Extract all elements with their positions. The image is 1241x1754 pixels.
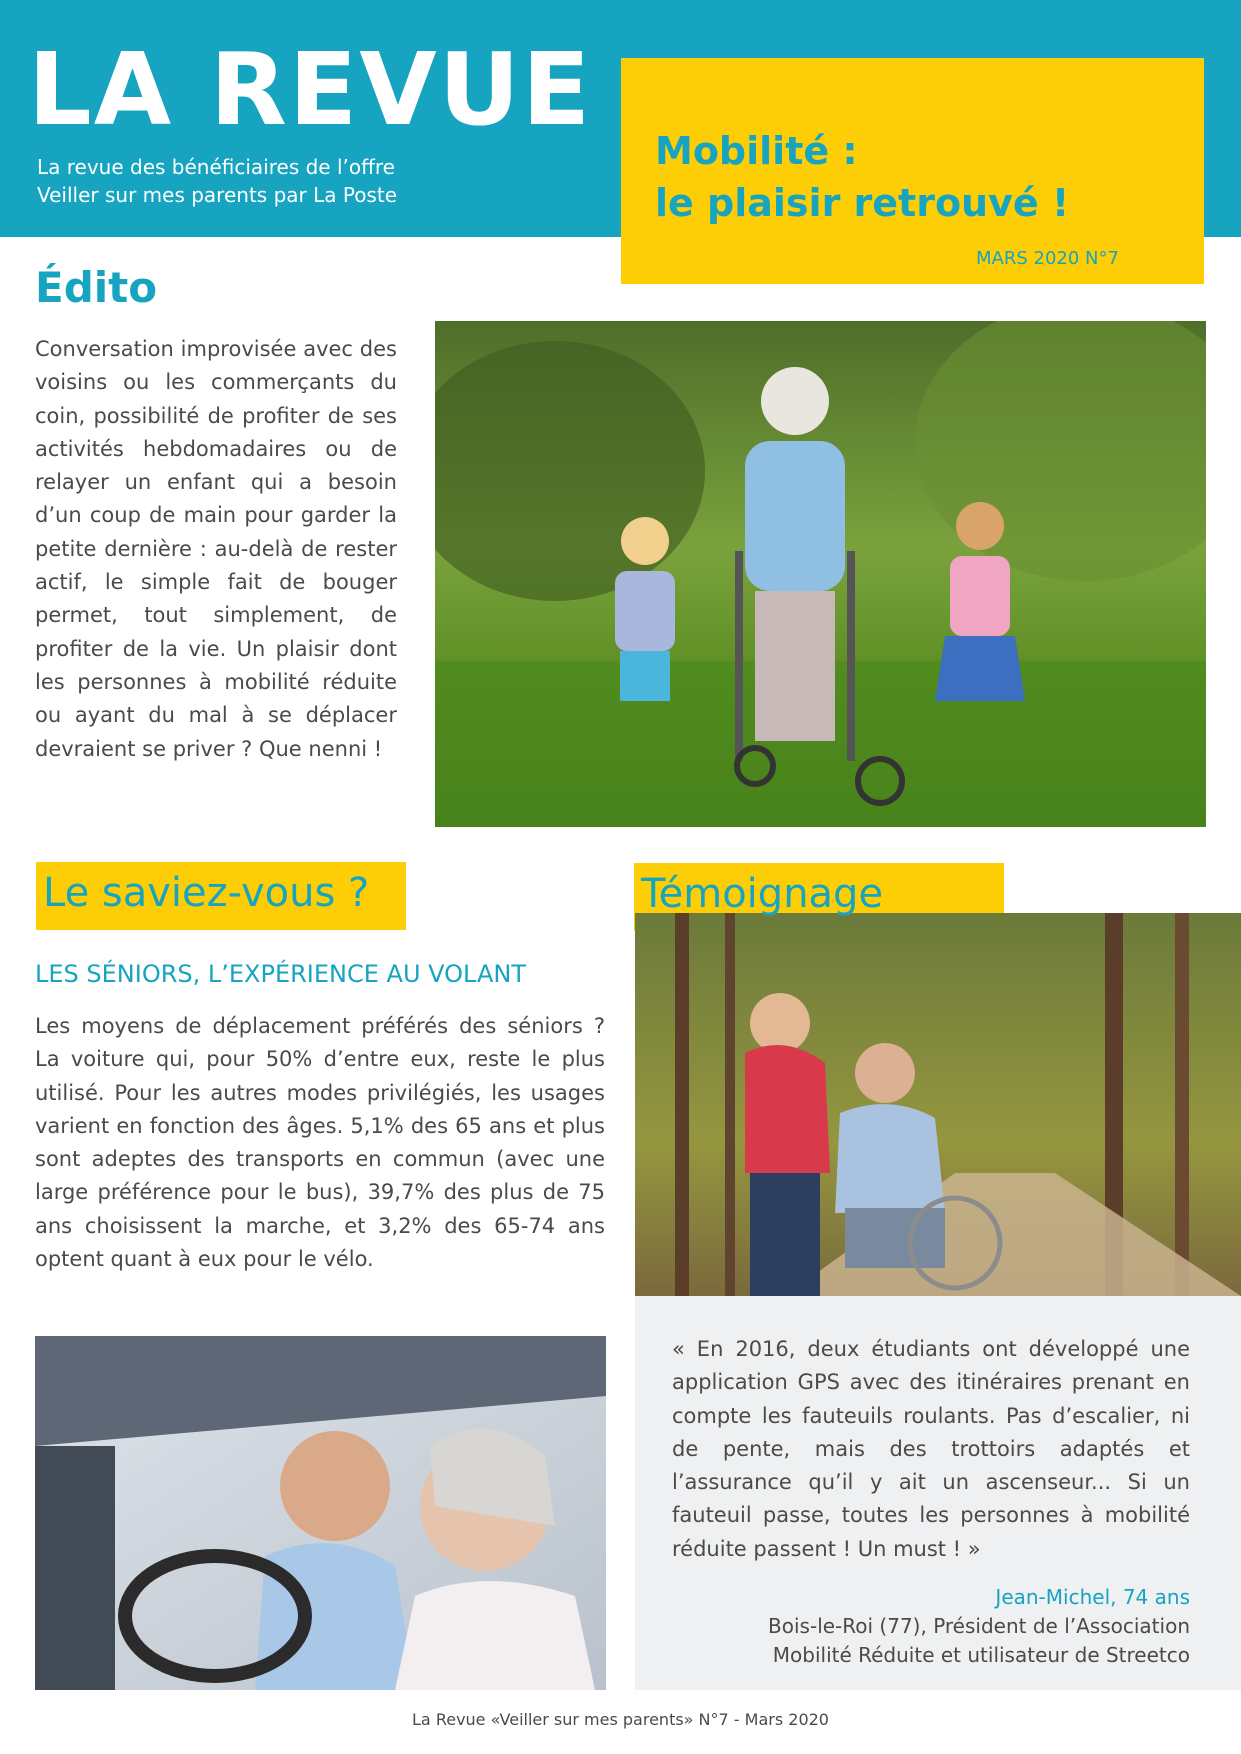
cover-headline [655, 125, 1069, 229]
author-role-line-2: Mobilité Réduite et utilisateur de Streetco [772, 1643, 1190, 1667]
photo-senior-couple-driving [35, 1336, 606, 1690]
temoignage-heading: Témoignage [641, 871, 884, 917]
photo-man-in-wheelchair-with-carer [635, 913, 1241, 1296]
testimonial-quote: « En 2016, deux étudiants ont développé une application GPS avec des itinéraires prenant en compte les fauteuils roulants. Pas d’escalier, ni de pente, mais des trottoirs adaptés et l’assurance qu’il y ait un ascenseur... Si un fauteuil passe, toutes les personnes à mobilité réduite passent ! Un must ! » [672, 1337, 1190, 1561]
saviez-paragraph: Les moyens de déplacement préférés des séniors ? La voiture qui, pour 50% d’entre eux, reste le plus utilisé. Pour les autres modes privilégiés, les usages varient en fonction des âges. 5,1% des 65 ans et plus sont adeptes des transports en commun (avec une large préférence pour le bus), 39,7% des plus de 75 ans choisissent la marche, et 3,2% des 65-74 ans optent quant à eux pour le vélo. [35, 1014, 605, 1272]
author-role-line-1: Bois-le-Roi (77), Président de l’Association [768, 1614, 1190, 1638]
edito-heading: Édito [35, 263, 158, 312]
tagline-line-1: La revue des bénéficiaires de l’offre [37, 155, 395, 179]
issue-number: MARS 2020 N°7 [976, 248, 1119, 269]
photo-grandmother-with-children [435, 321, 1206, 827]
testimonial-author-role [672, 1612, 1190, 1670]
edito-paragraph: Conversation improvisée avec des voisins ou les commerçants du coin, possibilité de profiter de ses activités hebdomadaires ou de relayer un enfant qui a besoin d’un coup de main pour garder la petite dernière : au-delà de rester actif, le simple fait de bouger permet, tout simplement, de profiter de la vie. Un plaisir dont les personnes à mobilité réduite ou ayant du mal à se déplacer devraient se priver ? Que nenni ! [35, 337, 397, 761]
magazine-title: LA REVUE [28, 31, 593, 148]
saviez-subheading: LES SÉNIORS, L’EXPÉRIENCE AU VOLANT [35, 960, 527, 988]
cover-headline-line-2: le plaisir retrouvé ! [655, 181, 1070, 225]
cover-headline-line-1: Mobilité : [655, 129, 858, 173]
tagline [37, 153, 557, 209]
page-footer: La Revue «Veiller sur mes parents» N°7 - Mars 2020 [412, 1710, 829, 1729]
saviez-heading: Le saviez-vous ? [43, 870, 370, 916]
testimonial-author: Jean-Michel, 74 ans [995, 1585, 1190, 1609]
tagline-line-2: Veiller sur mes parents par La Poste [37, 183, 397, 207]
